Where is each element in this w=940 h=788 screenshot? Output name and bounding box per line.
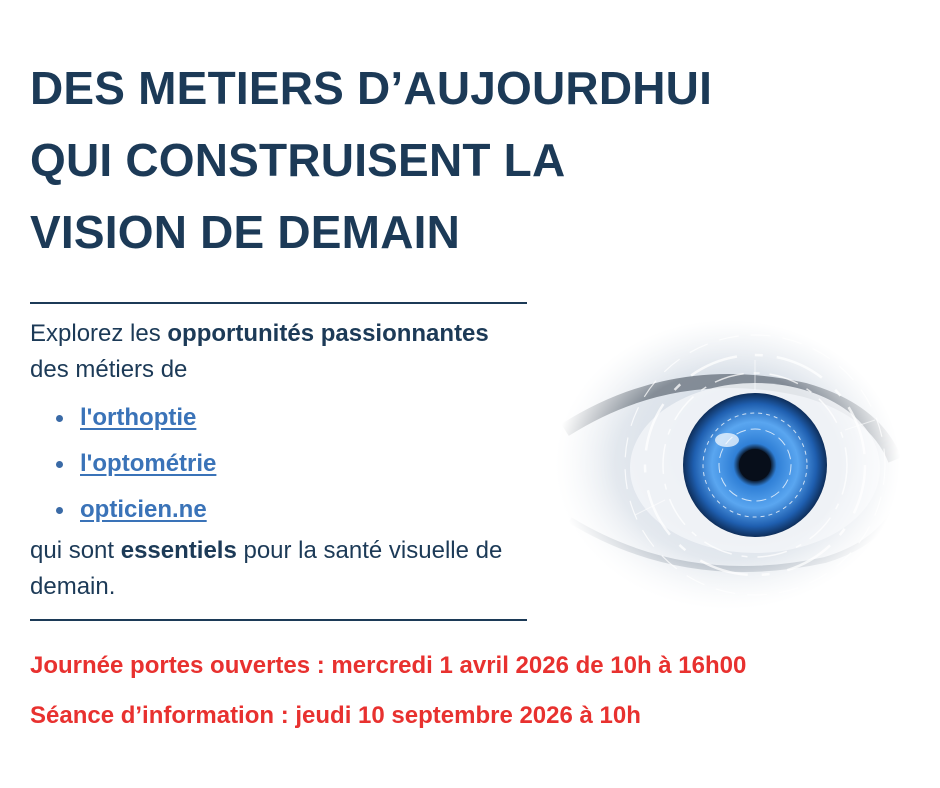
list-item (30, 487, 216, 533)
link-orthoptie[interactable]: l'orthoptie (80, 404, 197, 431)
link-optometrie[interactable]: l'optométrie (80, 450, 217, 477)
bullet-icon (56, 461, 63, 468)
link-opticien[interactable]: opticien.ne (80, 496, 207, 523)
intro-text-end: des métiers de (30, 356, 188, 383)
info-session-event: Séance d’information : jeudi 10 septembre 2026 à 10h (30, 702, 641, 729)
outro-paragraph (30, 533, 530, 605)
divider-top (30, 302, 527, 304)
open-day-event: Journée portes ouvertes : mercredi 1 avril 2026 de 10h à 16h00 (30, 652, 747, 679)
title-line-1: DES METIERS D’AUJOURDHUI (30, 62, 713, 114)
intro-text: Explorez les (30, 320, 168, 347)
page-title (30, 52, 920, 268)
intro-paragraph (30, 316, 530, 388)
outro-text-end: pour la santé visuelle de demain. (30, 537, 503, 600)
title-line-2: QUI CONSTRUISENT LA (30, 134, 566, 186)
bullet-icon (56, 415, 63, 422)
profession-links-list (30, 395, 216, 533)
outro-bold: essentiels (120, 537, 237, 564)
eye-illustration-icon (555, 320, 900, 610)
intro-bold: opportunités passionnantes (167, 320, 489, 347)
divider-bottom (30, 619, 527, 621)
list-item (30, 441, 216, 487)
title-line-3: VISION DE DEMAIN (30, 206, 461, 258)
outro-text: qui sont (30, 537, 121, 564)
bullet-icon (56, 507, 63, 514)
list-item (30, 395, 216, 441)
